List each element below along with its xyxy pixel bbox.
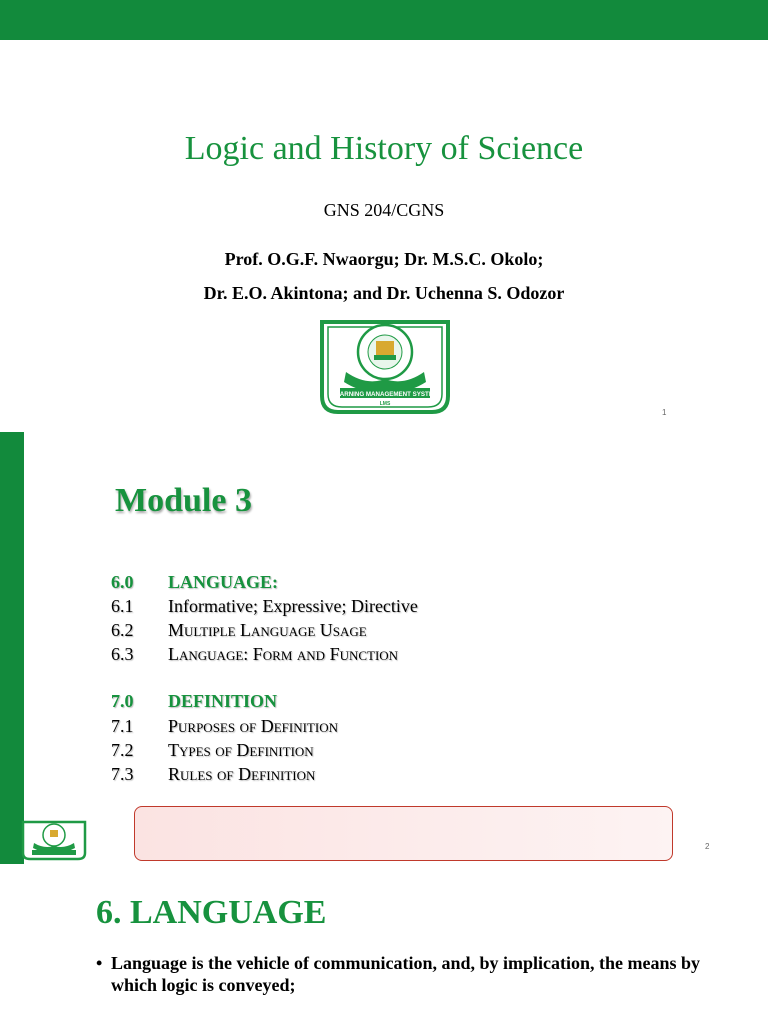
bullet-mark: •	[96, 953, 103, 973]
authors-line-1: Prof. O.G.F. Nwaorgu; Dr. M.S.C. Okolo;	[224, 249, 544, 269]
toc-item-7-2: 7.2 Types of Definition	[111, 740, 314, 760]
course-code: GNS 204/CGNS	[323, 200, 445, 220]
top-green-bar	[0, 0, 768, 40]
toc-item-6-1: 6.1 Informative; Expressive; Directive	[111, 596, 418, 616]
bullet-point	[96, 952, 716, 996]
toc-item-6-0: 6.0 LANGUAGE:	[111, 572, 279, 592]
page-number: 2	[705, 842, 710, 851]
toc-item-6-2: 6.2 Multiple Language Usage	[111, 620, 367, 640]
logo-banner-text: LEARNING MANAGEMENT SYSTEM	[331, 391, 439, 398]
slide-1	[0, 0, 768, 432]
toc-item-7-0: 7.0 DEFINITION	[111, 691, 278, 711]
logo-lms-text: LMS	[379, 401, 391, 407]
toc-item-7-3: 7.3 Rules of Definition	[111, 764, 316, 784]
toc-item-6-3: 6.3 Language: Form and Function	[111, 644, 399, 664]
module-title: Module 3	[115, 482, 252, 519]
left-green-bar	[0, 432, 24, 864]
page-number: 1	[662, 408, 667, 417]
slide-title: Logic and History of Science	[184, 130, 584, 167]
authors-line-2: Dr. E.O. Akintona; and Dr. Uchenna S. Odozor	[203, 283, 565, 303]
slide-2	[0, 432, 768, 864]
lms-logo-icon	[20, 819, 88, 862]
lms-logo-icon	[316, 316, 454, 420]
bullet-text: Language is the vehicle of communication, and, by implication, the means by which logic is conveyed;	[111, 953, 701, 995]
section-title: 6. LANGUAGE	[96, 894, 327, 931]
slide-3	[0, 864, 768, 1024]
toc-item-7-1: 7.1 Purposes of Definition	[111, 716, 338, 736]
empty-highlight-box	[134, 806, 673, 861]
